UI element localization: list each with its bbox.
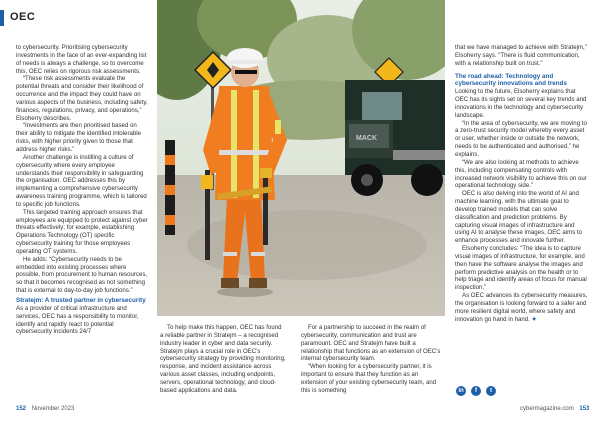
paragraph: OEC is also delving into the world of AI and machine learning, with the ultimate goal to develop trained models that can solve classification and prediction problems. By capturing visual images of infrastructure and using AI to analyse these images, OEC aims to enhance processes and innovate further. [455,190,583,245]
page-number: 153 [579,406,590,412]
end-mark-icon: ✦ [531,315,537,323]
subheading: Stratejm: A trusted partner in cybersecurity [16,297,146,304]
paragraph: Looking to the future, Elsoherry explains that OEC has its sights set on several key trends and innovations in the technology and cybersecurity landscape. [455,88,587,119]
paragraph: “Investments are then prioritised based on their ability to mitigate the identified intolerable risks, with higher priority given to those that address higher risks.” [16,122,141,153]
paragraph: As a provider of critical infrastructure and services, OEC has a responsibility to monitor, identify and rapidly react to potential cybersecurity incidents 24/7 [16,304,139,336]
paragraph: “When looking for a cybersecurity partner, it is important to ensure that they function as an extension of your existing cybersecurity team, and this is something [301,363,437,394]
twitter-icon[interactable]: t [486,386,496,396]
paragraph: Elsoherry concludes: “The idea is to capture visual images of infrastructure, for example, and then have the software analyse the images and perform predictive analysis on the health or to help triage and identify areas of focus for manual inspection.” [455,245,587,292]
linkedin-icon[interactable]: in [456,386,466,396]
section-color-bar [0,10,4,26]
right-column [455,44,588,324]
section-title: OEC [10,11,36,23]
paragraph: He adds: “Cybersecurity needs to be embedded into existing processes where possible, from procurement to human resources, so that it becomes recognised as not something that is external to day-to-day job functions.” [16,255,148,295]
paragraph: “In the area of cybersecurity, we are moving to a zero-trust security model whereby every asset or user, whether inside or outside the network, needs to be authenticated and authorised,” he explains. [455,119,587,158]
footer-left [16,406,74,412]
svg-text:MACK: MACK [356,135,377,142]
paragraph: “These risk assessments evaluate the potential threats and consider their likelihood of occurrence and the impact they could have on various aspects of the business, including safety, finances, regulations, privacy, and operations,” Elsoherry describes. [16,75,148,122]
left-column [16,44,148,336]
paragraph [455,292,588,323]
paragraph-text: As OEC advances its cybersecurity measures, the organisation is looking forward to a safer and more resilient digital world, where safety and innovation go hand in hand. [455,292,588,323]
paragraph: to cybersecurity. Prioritising cybersecurity investments in the face of an ever-expanding list of needs is always a challenge, so to overcome this, OEC relies on rigorous risk assessments. [16,44,147,75]
paragraph: To help make this happen, OEC has found a reliable partner in Stratejm – a recognised industry leader in cyber and data security. Stratejm plays a crucial role in OEC’s cybersecurity strategy by providing monitoring, response, and incident assistance across various asset classes, including endpoints, servers, operational technology, and cloud-based applications and data. [160,324,286,394]
bottom-right-column [301,324,441,395]
facebook-icon[interactable]: f [471,386,481,396]
page-number: 152 [16,406,27,412]
hero-photo [157,0,445,316]
subheading: The road ahead: Technology and cybersecurity innovations and trends [455,72,567,88]
paragraph: Another challenge is instilling a culture of cybersecurity where every employee understands their responsibility in safeguarding the organisation. OEC addresses this by implementing a comprehensive cybersecurity awareness training programme, which is tailored to specific job functions. [16,153,147,208]
paragraph: This targeted training approach ensures that employees are equipped to protect against cyber threats effectively; for example, establishing Operations Technology (OT) specific cybersecurity training for those employees operating OT systems. [16,208,148,255]
paragraph: “We are also looking at methods to achieve this, including compensating controls with increased network visibility to achieve this on our operational technology side.” [455,158,587,190]
site-url[interactable]: cybermagazine.com [520,406,574,412]
paragraph: that we have managed to achieve with Stratejm,” Elsoherry says. “There is fluid communication, with a relationship built on trust.” [455,44,587,67]
footer-right [520,406,589,412]
bottom-middle-column [160,324,286,395]
paragraph: For a partnership to succeed in the realm of cybersecurity, communication and trust are paramount. OEC and Stratejm have built a relationship that functions as an extension of OEC’s internal cybersecurity team. [301,324,441,363]
issue-date: November 2023 [31,406,75,412]
